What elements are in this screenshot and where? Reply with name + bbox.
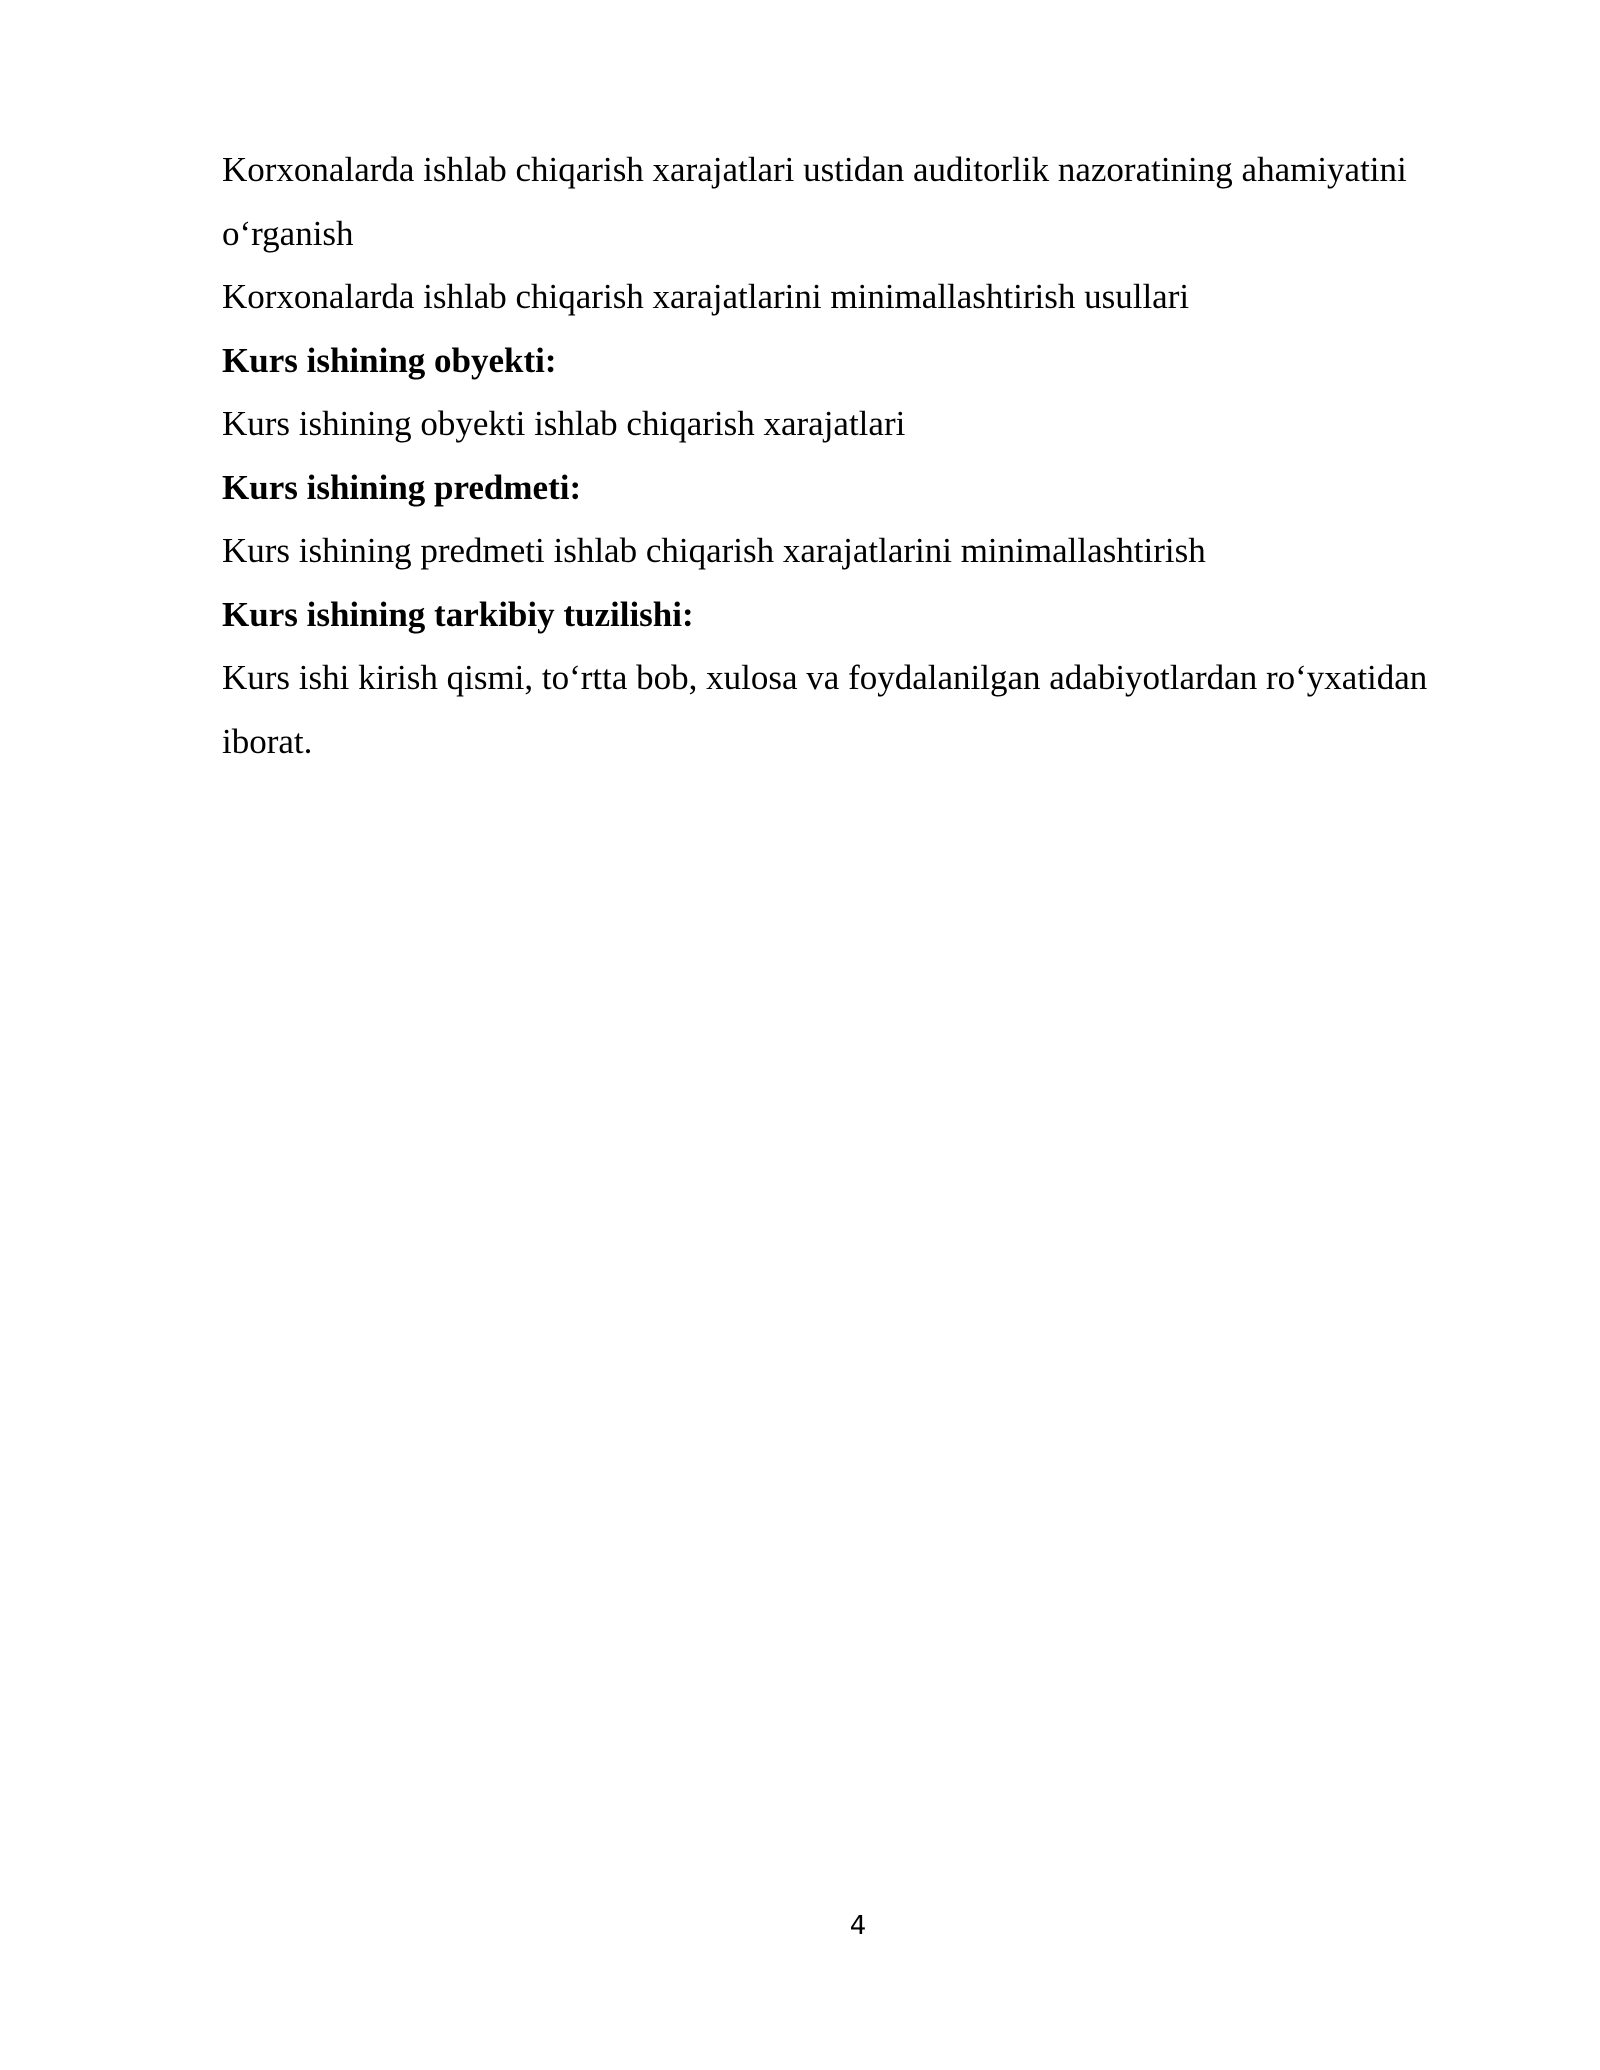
page-body	[222, 138, 1488, 773]
object-heading: Kurs ishining obyekti:	[222, 340, 557, 380]
subject-heading: Kurs ishining predmeti:	[222, 467, 582, 507]
structure-paragraph: Kurs ishi kirish qismi, to‘rtta bob, xulosa va foydalanilgan adabiyotlardan ro‘yxatidan iborat.	[222, 658, 1428, 761]
goal-paragraph-2: Korxonalarda ishlab chiqarish xarajatlarini minimallashtirish usullari	[222, 277, 1190, 316]
goal-paragraph-1: Korxonalarda ishlab chiqarish xarajatlari ustidan auditorlik nazoratining ahamiyatini o‘rganish	[222, 150, 1407, 253]
subject-paragraph: Kurs ishining predmeti ishlab chiqarish xarajatlarini minimallashtirish	[222, 531, 1206, 570]
page-number: 4	[849, 1911, 867, 1941]
object-paragraph: Kurs ishining obyekti ishlab chiqarish xarajatlari	[222, 404, 906, 443]
structure-heading: Kurs ishining tarkibiy tuzilishi:	[222, 594, 694, 634]
